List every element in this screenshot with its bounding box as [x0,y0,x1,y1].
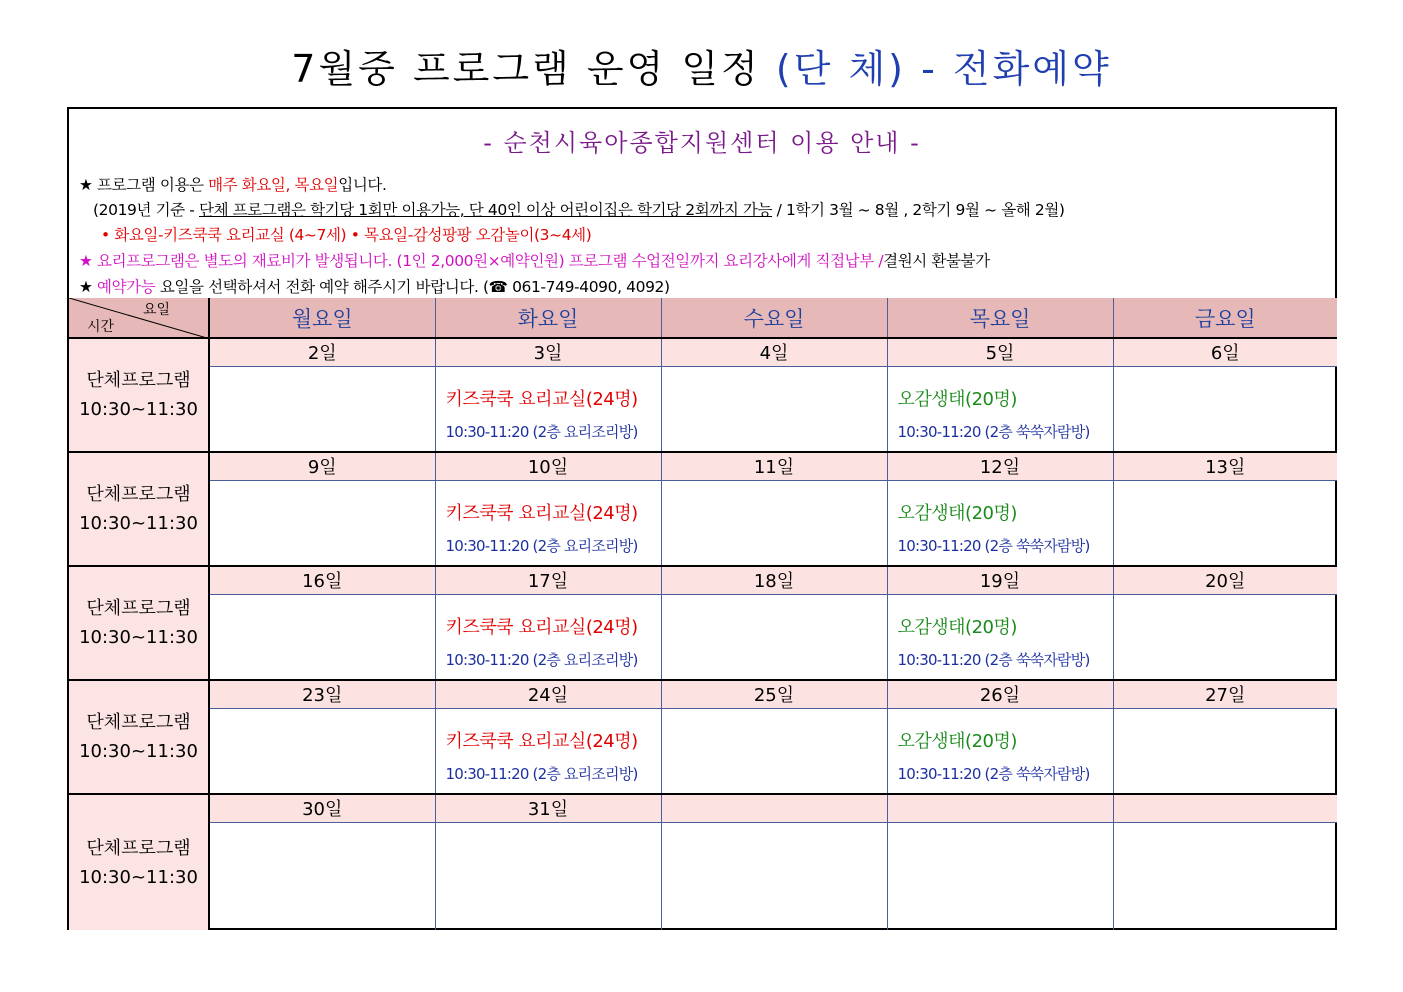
program-cell [1113,480,1337,566]
program-cell [1113,822,1337,930]
date-cell: 9일 [209,452,435,480]
program-cell [887,822,1113,930]
program-cell [435,480,661,566]
program-cell [1113,366,1337,452]
program-cell [209,708,435,794]
info-section [69,109,1335,299]
date-row [69,566,1337,594]
program-cell [887,366,1113,452]
star-icon: ★ [79,176,93,194]
tue-program: 키즈쿡쿡 요리교실(24명) 10:30-11:20 (2층 요리조리방) [445,388,638,441]
date-cell: 20일 [1113,566,1337,594]
date-cell: 5일 [887,338,1113,366]
day-header-mon: 월요일 [209,298,435,338]
time-cell: 단체프로그램 10:30~11:30 [69,338,209,452]
info-line-3: • 화요일-키즈쿡쿡 요리교실 (4~7세) • 목요일-감성팡팡 오감놀이(3~4세) [101,226,592,244]
program-row [69,822,1337,930]
time-cell: 단체프로그램 10:30~11:30 [69,794,209,930]
corner-cell [69,298,209,338]
date-cell: 31일 [435,794,661,822]
date-cell: 10일 [435,452,661,480]
star-icon: ★ [79,252,93,270]
date-cell [661,794,887,822]
program-cell [661,366,887,452]
day-header-wed: 수요일 [661,298,887,338]
time-cell: 단체프로그램 10:30~11:30 [69,452,209,566]
info-line-5: ★ 예약가능 요일을 선택하셔서 전화 예약 해주시기 바랍니다. (☎ 061-749-4090, 4092) [79,278,670,296]
schedule-table [69,298,1337,930]
program-cell [661,480,887,566]
date-cell: 17일 [435,566,661,594]
program-cell [209,594,435,680]
program-row [69,366,1337,452]
tue-program: 키즈쿡쿡 요리교실(24명) 10:30-11:20 (2층 요리조리방) [445,730,638,783]
program-row [69,708,1337,794]
header-row [69,298,1337,338]
program-cell [435,822,661,930]
time-cell: 단체프로그램 10:30~11:30 [69,680,209,794]
corner-time-label: 시간 [87,319,115,335]
page-title [0,38,1403,93]
date-cell: 27일 [1113,680,1337,708]
date-cell: 6일 [1113,338,1337,366]
program-cell [887,480,1113,566]
date-row [69,452,1337,480]
date-cell: 23일 [209,680,435,708]
thu-program: 오감생태(20명) 10:30-11:20 (2층 쑥쑥자람방) [897,502,1090,555]
date-cell: 4일 [661,338,887,366]
title-main: 7월중 프로그램 운영 일정 [291,47,761,91]
date-cell: 2일 [209,338,435,366]
date-row [69,680,1337,708]
info-line-4: ★ 요리프로그램은 별도의 재료비가 발생됩니다. (1인 2,000원×예약인원) 프로그램 수업전일까지 요리강사에게 직접납부 /결원시 환불불가 [79,252,990,270]
tue-program: 키즈쿡쿡 요리교실(24명) 10:30-11:20 (2층 요리조리방) [445,616,638,669]
program-cell [887,708,1113,794]
day-header-fri: 금요일 [1113,298,1337,338]
thu-program: 오감생태(20명) 10:30-11:20 (2층 쑥쑥자람방) [897,730,1090,783]
date-cell: 3일 [435,338,661,366]
time-cell: 단체프로그램 10:30~11:30 [69,566,209,680]
program-cell [209,480,435,566]
program-cell [1113,708,1337,794]
day-header-thu: 목요일 [887,298,1113,338]
program-row [69,480,1337,566]
program-cell [435,594,661,680]
info-line-1: ★ 프로그램 이용은 매주 화요일, 목요일입니다. [79,176,387,194]
program-cell [209,366,435,452]
program-cell [887,594,1113,680]
date-cell: 24일 [435,680,661,708]
program-cell [661,708,887,794]
program-cell [209,822,435,930]
title-tail: - 전화예약 [906,47,1112,91]
thu-program: 오감생태(20명) 10:30-11:20 (2층 쑥쑥자람방) [897,388,1090,441]
program-cell [661,822,887,930]
program-cell [435,366,661,452]
tue-program: 키즈쿡쿡 요리교실(24명) 10:30-11:20 (2층 요리조리방) [445,502,638,555]
date-cell: 18일 [661,566,887,594]
program-row [69,594,1337,680]
date-cell: 26일 [887,680,1113,708]
date-cell: 19일 [887,566,1113,594]
schedule-frame [67,107,1337,930]
info-line-2: (2019년 기준 - 단체 프로그램은 학기당 1회만 이용가능, 단 40인 이상 어린이집은 학기당 2회까지 가능 / 1학기 3월 ~ 8월 , 2학기 9월 ~ 올해 2월) [93,201,1065,219]
date-cell: 16일 [209,566,435,594]
date-cell: 11일 [661,452,887,480]
title-paren: (단 체) [775,47,907,91]
date-cell: 13일 [1113,452,1337,480]
date-cell: 25일 [661,680,887,708]
date-cell [1113,794,1337,822]
date-cell: 12일 [887,452,1113,480]
date-row [69,338,1337,366]
corner-day-label: 요일 [142,302,170,318]
info-heading: - 순천시육아종합지원센터 이용 안내 - [483,129,921,157]
date-row [69,794,1337,822]
thu-program: 오감생태(20명) 10:30-11:20 (2층 쑥쑥자람방) [897,616,1090,669]
program-cell [435,708,661,794]
date-cell [887,794,1113,822]
program-cell [661,594,887,680]
date-cell: 30일 [209,794,435,822]
day-header-tue: 화요일 [435,298,661,338]
program-cell [1113,594,1337,680]
star-icon: ★ [79,278,93,296]
